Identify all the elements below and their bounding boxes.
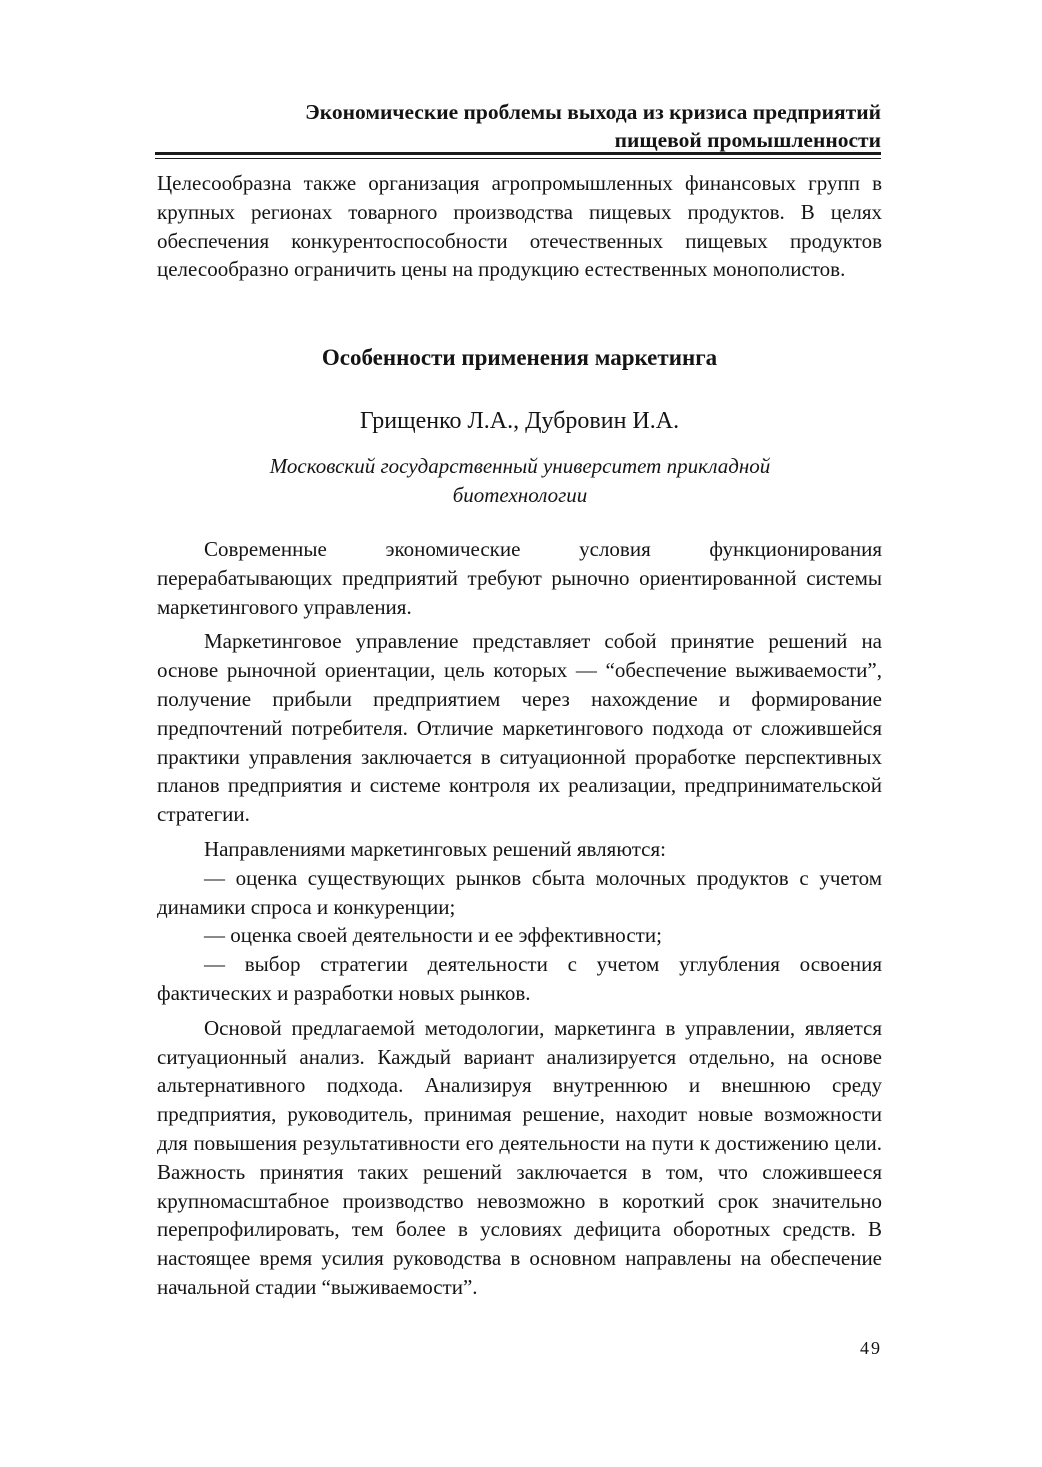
affiliation-line-2: биотехнологии <box>452 483 588 507</box>
article-affiliation <box>200 452 840 510</box>
paragraph-1: Современные экономические условия функционирования перерабатывающих предприятий требуют рыночно ориентированной системы маркетингового управления. <box>157 537 882 619</box>
article-body <box>157 535 882 1302</box>
page-number: 49 <box>860 1338 882 1358</box>
paragraph-3: Направлениями маркетинговых решений являются: <box>204 836 666 861</box>
list-item-2: — оценка своей деятельности и ее эффективности; <box>204 923 662 948</box>
running-header <box>240 98 881 154</box>
intro-section <box>157 169 882 284</box>
header-rule-thick <box>155 152 881 155</box>
article-title: Особенности применения маркетинга <box>321 345 718 370</box>
list-item-3: — выбор стратегии деятельности с учетом углубления освоения фактических и разработки новых рынков. <box>157 952 882 1005</box>
article-authors: Грищенко Л.А., Дубровин И.А. <box>359 408 680 434</box>
paragraph-7: Основой предлагаемой методологии, маркетинга в управлении, является ситуационный анализ. Каждый вариант анализируется отдельно, на основе альтернативного подхода. Анализируя внутреннюю и внешнюю среду предприятия, руководитель, принимая решение, находит новые возможности для повышения результативности его деятельности на пути к достижению цели. Важность принятия таких решений заключается в том, что сложившееся крупномасштабное производство невозможно в короткий срок значительно перепрофилировать, тем более в условиях дефицита оборотных средств. В настоящее время усилия руководства в основном направлены на обеспечение начальной стадии “выживаемости”. <box>157 1015 882 1299</box>
affiliation-line-1: Московский государственный университет прикладной <box>269 454 771 478</box>
running-header-line-2: пищевой промышленности <box>614 128 881 152</box>
header-rule-thin <box>155 158 881 159</box>
running-header-line-1: Экономические проблемы выхода из кризиса предприятий <box>305 100 881 124</box>
intro-paragraph: Целесообразна также организация агропромышленных финансовых групп в крупных регионах товарного производства пищевых продуктов. В целях обеспечения конкурентоспособности отечественных пищевых продуктов целесообразно ограничить цены на продукцию естественных монополистов. <box>157 171 882 282</box>
paragraph-2: Маркетинговое управление представляет собой принятие решений на основе рыночной ориентации, цель которых — “обеспечение выживаемости”, получение прибыли предприятием через нахождение и формирование предпочтений потребителя. Отличие маркетингового подхода от сложившейся практики управления заключается в ситуационной проработке перспективных планов предприятия и системе контроля их реализации, предпринимательской стратегии. <box>157 629 882 827</box>
list-item-1: — оценка существующих рынков сбыта молочных продуктов с учетом динамики спроса и конкуренции; <box>157 865 882 919</box>
